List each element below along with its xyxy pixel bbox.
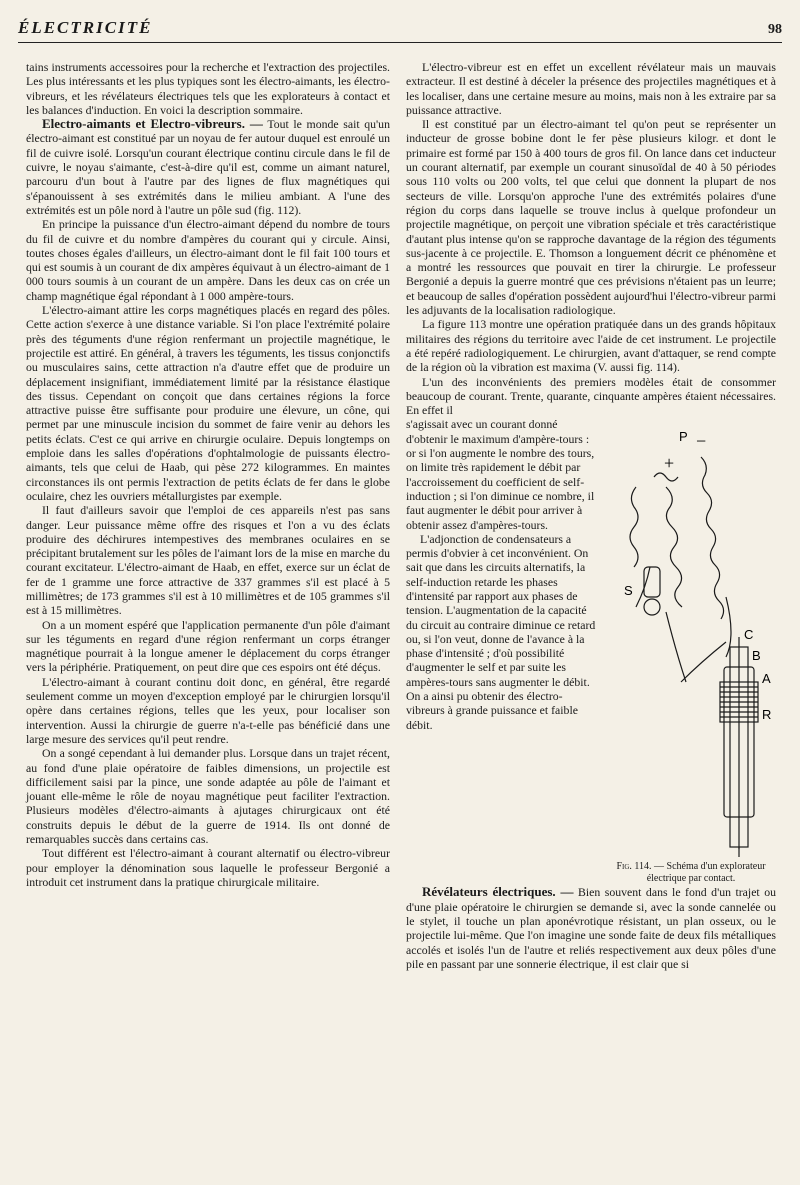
paragraph: Il faut d'ailleurs savoir que l'emploi de ces appareils n'est pas sans danger. Leur puissance même offre des risques et l'on a vu des éclats produire des déchirures intempestives des membranes oculaires en se précipitant brutalement sur les pôles de l'aimant lors de la mise en marche du courant excitateur. L'électro-aimant de Haab, en effet, exerce sur un éclat de fer de 1 gramme une force attractive de 337 grammes s'il est placé à 5 millimètres; de 173 grammes s'il est à 10 millimètres et de 105 grammes s'il est à 15 millimètres. — [26, 503, 390, 618]
contact-explorer-diagram — [606, 417, 776, 857]
paragraph-text: Tout le monde sait qu'un électro-aimant est constitué par un noyau de fer autour duquel est enroulé un fil de cuivre isolé. Lorsqu'un courant électrique continu circule dans le fil de cuivre, le noyau s'aimante, c'est-à-dire qu'il est, comme un aimant naturel, parcouru d'un bout à l'autre par des lignes de flux magnétiques qui s'épanouissent à ses extrémités dans le milieu ambiant. A l'une des extrémités est un pôle nord à l'autre un pôle sud (fig. 112). — [26, 117, 390, 217]
paragraph: L'un des inconvénients des premiers modèles était de consommer beaucoup de courant. Trente, quarante, cinquante ampères étaient nécessaires. En effet il — [406, 374, 776, 418]
paragraph: L'adjonction de condensateurs a permis d'obvier à cet inconvénient. On sait que dans les circuits alternatifs, la self-induction retarde les phases d'intensité par rapport aux phases de tension. L'augmentation de la capacité du circuit au contraire diminue ce retard ou, si l'on veut, donne de l'avance à la phase d'intensité ; d'où possibilité d'augmenter le self et par suite les ampères-tours sans augmenter le débit. On a ainsi pu obtenir des électro-vibreurs à grande puissance et faible débit. — [406, 531, 596, 732]
coiled-wire-right — [701, 457, 724, 619]
paragraph: Tout différent est l'électro-aimant à courant alternatif ou électro-vibreur pour employer la dénomination sous laquelle le professeur Bergonié a introduit cet instrument dans la pratique chirurgicale militaire. — [26, 846, 390, 889]
caption-label: Fig. 114. — [616, 861, 652, 873]
left-column — [26, 60, 390, 889]
figure-caption — [606, 861, 776, 885]
label-p: P — [679, 429, 688, 445]
figure-114 — [606, 417, 776, 885]
paragraph: s'agissait avec un courant donné d'obtenir le maximum d'ampère-tours : or si l'on augmente le nombre des tours, on limite très rapidement le débit par l'accroissement du coefficient de self-induction ; si l'on diminue ce nombre, il faut augmenter le débit pour arriver à obtenir assez d'ampères-tours. — [406, 417, 595, 532]
paragraph: On a un moment espéré que l'application permanente d'un pôle d'aimant sur les téguments en regard d'une région renfermant un corps étranger magnétique pourrait à la longue amener le déplacement du corps étranger vers la périphérie. Pratiquement, on peut dire que ces espoirs ont été déçus. — [26, 617, 390, 675]
paragraph: On a songé cependant à lui demander plus. Lorsque dans un trajet récent, au fond d'une plaie opératoire de faibles dimensions, un projectile est difficilement saisi par la pince, une sonde adaptée au pôle de l'aimant et jouant elle-même le rôle de noyau magnétique peut faciliter l'extraction. Plusieurs modèles d'électro-aimants à ajutages chirurgicaux ont été construits depuis le début de la guerre de 1914. Ils ont donné de remarquables succès dans certains cas. — [26, 746, 390, 847]
paragraph: tains instruments accessoires pour la recherche et l'extraction des projectiles. Les plus intéressants et les plus typiques sont les électro-aimants, les électro-vibreurs, et les révélateurs électriques tels que les explorateurs à contact et les balances d'induction. En voici la description sommaire. — [26, 60, 390, 117]
coiled-wire-middle — [666, 487, 682, 607]
label-a: A — [762, 671, 771, 687]
section-heading: Révélateurs électriques. — — [422, 884, 574, 900]
section-heading: Electro-aimants et Electro-vibreurs. — — [42, 116, 263, 132]
label-s: S — [624, 583, 633, 599]
running-title: ÉLECTRICITÉ — [18, 18, 153, 37]
paragraph: En principe la puissance d'un électro-aimant dépend du nombre de tours du fil de cuivre et du nombre d'ampères du courant qui y circule. Ainsi, toutes choses égales d'ailleurs, un électro-aimant dont le fil fait 100 tours et qui est soumis à un courant de dix ampères équivaut à un électro-aimant de 1 000 tours soumis à un courant de un ampère. Dans les deux cas on crée un champ magnétique égal répondant à 1 000 ampère-tours. — [26, 217, 390, 303]
paragraph — [406, 885, 776, 971]
paragraph — [26, 117, 390, 217]
page-number: 98 — [768, 22, 782, 37]
paragraph: L'électro-vibreur est en effet un excellent révélateur mais un mauvais extracteur. Il est destiné à déceler la présence des projectiles magnétiques et à les localiser, dans une certaine mesure au moins, mais non à les extraire par sa puissance attractive. — [406, 60, 776, 117]
narrow-text-block — [406, 417, 596, 885]
caption-text: — Schéma d'un explorateur électrique par contact. — [646, 861, 766, 885]
label-r: R — [762, 707, 772, 723]
right-column — [406, 60, 776, 971]
label-c: C — [744, 627, 754, 643]
paragraph: L'électro-aimant à courant continu doit donc, en général, être regardé seulement comme un moyen d'exception employé par le chirurgien lorsqu'il opère dans certaines régions, telles que les yeux, pour localiser son intervention. Aussi la chirurgie de guerre n'a-t-elle pas bénéficié dans une large mesure des services qu'il peut rendre. — [26, 674, 390, 746]
label-b: B — [752, 648, 761, 664]
paragraph: Il est constitué par un électro-aimant tel qu'on peut se représenter un inducteur de grosse bobine dont le fer pèse plusieurs kilogr. et dont le primaire est formé par 150 à 400 tours de gros fil. On lance dans cet inducteur un courant alternatif, par exemple un courant sinusoïdal de 40 à 50 périodes sous 110 volts ou 200 volts, tel que celui que donnent la plupart de nos secteurs de ville. Lorsqu'on approche l'une des extrémités polaires d'une région du corps dans laquelle se trouve inclus à quelque profondeur un projectile magnétique, on perçoit une vibration spéciale et très caractéristique d'autant plus intense qu'on se rapproche davantage de la région des téguments sus-jacente à ce projectile. E. Thomson a longuement décrit ce phénomène et a montré les ressources que pouvait en tirer la chirurgie. Le professeur Bergonié a depuis la guerre montré que ces prévisions n'étaient pas un leurre; et beaucoup de salles d'opération possèdent aujourd'hui l'électro-vibreur parmi les adjuvants de la localisation radiologique. — [406, 117, 776, 318]
page-header — [18, 14, 782, 43]
paragraph: L'électro-aimant attire les corps magnétiques placés en regard des pôles. Cette action s'exerce à une distance variable. Si l'on place l'extrémité polaire près des téguments d'une région renfermant un projectile magnétique, le projectile est attiré. En général, à travers les téguments, les tissus conjonctifs ou musculaires sains, cette attraction n'a d'autre effet que de produire un déplacement insignifiant, immédiatement limité par la résistance élastique des tissus. Cependant on conçoit que dans certaines régions la force attractive puisse être suffisante pour produire une élevure, un cône, qui permet par une minuscule incision du sommet de faire venir au dehors les petits éclats. C'est ce qui arrive en chirurgie oculaire. Depuis longtemps on emploie dans les salles d'opérations d'ophtalmologie de puissants électro-aimants, tels que celui de Haab, qui pèse 272 kilogrammes. En maintes circonstances ils ont permis l'extraction de petits éclats de fer dans le globe oculaire, chez les ouvriers métallurgistes par exemple. — [26, 303, 390, 503]
plus-label: + — [664, 453, 675, 474]
paragraph: La figure 113 montre une opération pratiquée dans un des grands hôpitaux militaires des régions du territoire avec l'aide de cet instrument. Le projectile a été repéré radiologiquement. Le chirurgien, avant d'attaquer, se rend compte de la région où la vibration est maxima (V. aussi fig. 114). — [406, 317, 776, 375]
text-figure-split — [406, 417, 776, 885]
minus-label: − — [696, 431, 707, 452]
bell-dome — [644, 599, 660, 615]
paragraph-text: Bien souvent dans le fond d'un trajet ou d'une plaie opératoire le chirurgien se demande si, avec la sonde cannelée ou le stylet, il touche un plan aponévrotique résistant, un plan osseux, ou le projectile lui-même. Que l'on imagine une sonde faite de deux fils métalliques accolés et isolés l'un de l'autre et reliés respectivement aux deux pôles d'une pile en passant par une sonnerie électrique, il est clair que si — [406, 885, 776, 971]
